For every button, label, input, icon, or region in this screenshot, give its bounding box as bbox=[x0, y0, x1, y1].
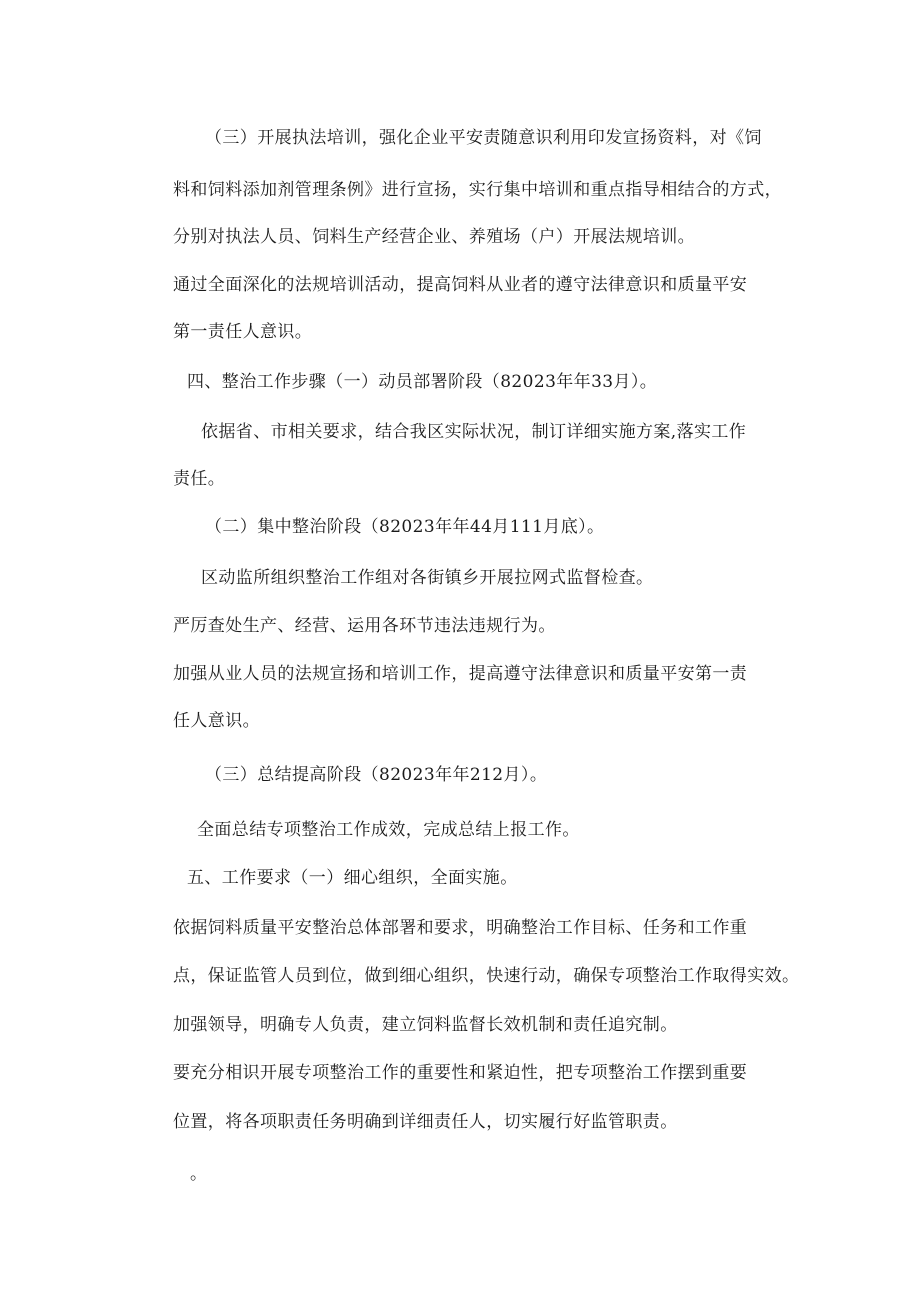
subsection-heading: （三）总结提高阶段（82023年年212月）。 bbox=[205, 765, 548, 785]
paragraph-line: 位置，将各项职责任务明确到详细责任人，切实履行好监管职责。 bbox=[173, 1112, 678, 1132]
paragraph-line: 分别对执法人员、饲料生产经营企业、养殖场（户）开展法规培训。 bbox=[173, 227, 695, 247]
paragraph-line: 料和饲料添加剂管理条例》进行宣扬，实行集中培训和重点指导相结合的方式， bbox=[173, 180, 782, 200]
trailing-punctuation: 。 bbox=[190, 1164, 208, 1184]
paragraph-line: 依据省、市相关要求，结合我区实际状况，制订详细实施方案,落实工作 bbox=[201, 422, 747, 442]
paragraph-line: 严厉查处生产、经营、运用各环节违法违规行为。 bbox=[173, 616, 556, 636]
paragraph-line: 点，保证监管人员到位，做到细心组织，快速行动，确保专项整治工作取得实效。 bbox=[173, 966, 800, 986]
subsection-heading: （二）集中整治阶段（82023年年44月111月底）。 bbox=[205, 517, 605, 537]
paragraph-line: 要充分相识开展专项整治工作的重要性和紧迫性，把专项整治工作摆到重要 bbox=[173, 1063, 748, 1083]
paragraph-line: 区动监所组织整治工作组对各街镇乡开展拉网式监督检查。 bbox=[201, 568, 654, 588]
paragraph-line: 依据饲料质量平安整治总体部署和要求，明确整治工作目标、任务和工作重 bbox=[173, 918, 748, 938]
section-heading: 四、整治工作步骤（一）动员部署阶段（82023年年33月）。 bbox=[187, 372, 658, 392]
paragraph-line: （三）开展执法培训，强化企业平安责随意识利用印发宣扬资料，对《饲 bbox=[205, 128, 762, 148]
paragraph-line: 加强从业人员的法规宣扬和培训工作，提高遵守法律意识和质量平安第一责 bbox=[173, 664, 748, 684]
paragraph-line: 全面总结专项整治工作成效，完成总结上报工作。 bbox=[197, 820, 580, 840]
section-heading: 五、工作要求（一）细心组织，全面实施。 bbox=[187, 868, 518, 888]
paragraph-line: 第一责任人意识。 bbox=[173, 322, 313, 342]
paragraph-line: 通过全面深化的法规培训活动，提高饲料从业者的遵守法律意识和质量平安 bbox=[173, 275, 748, 295]
paragraph-line: 责任。 bbox=[173, 469, 226, 489]
paragraph-line: 任人意识。 bbox=[173, 711, 260, 731]
paragraph-line: 加强领导，明确专人负责，建立饲料监督长效机制和责任追究制。 bbox=[173, 1015, 678, 1035]
